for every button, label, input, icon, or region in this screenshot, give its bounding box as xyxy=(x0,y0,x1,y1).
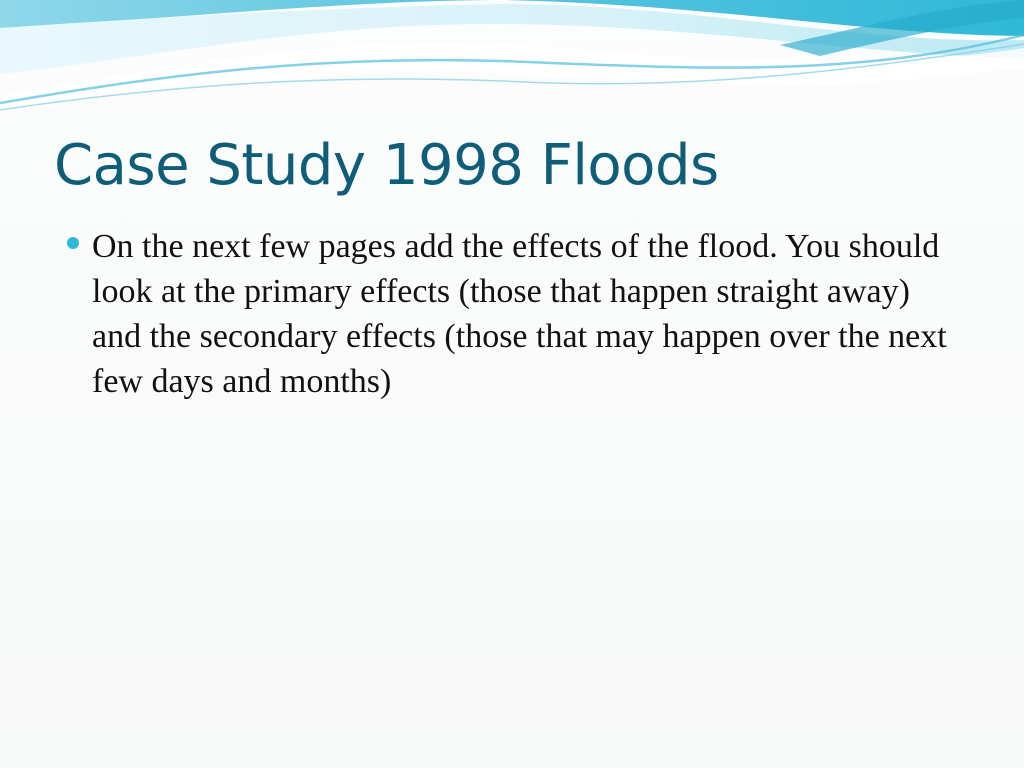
body-bullet-list xyxy=(62,224,967,404)
bullet-item xyxy=(62,224,967,404)
wave-header-decoration xyxy=(0,0,1024,130)
bullet-icon xyxy=(67,237,79,249)
bullet-text: On the next few pages add the effects of the flood. You should look at the primary effects (those that happen straight away) and the secondary effects (those that may happen over the next few days and months) xyxy=(92,228,947,400)
slide-title: Case Study 1998 Floods xyxy=(54,133,719,198)
